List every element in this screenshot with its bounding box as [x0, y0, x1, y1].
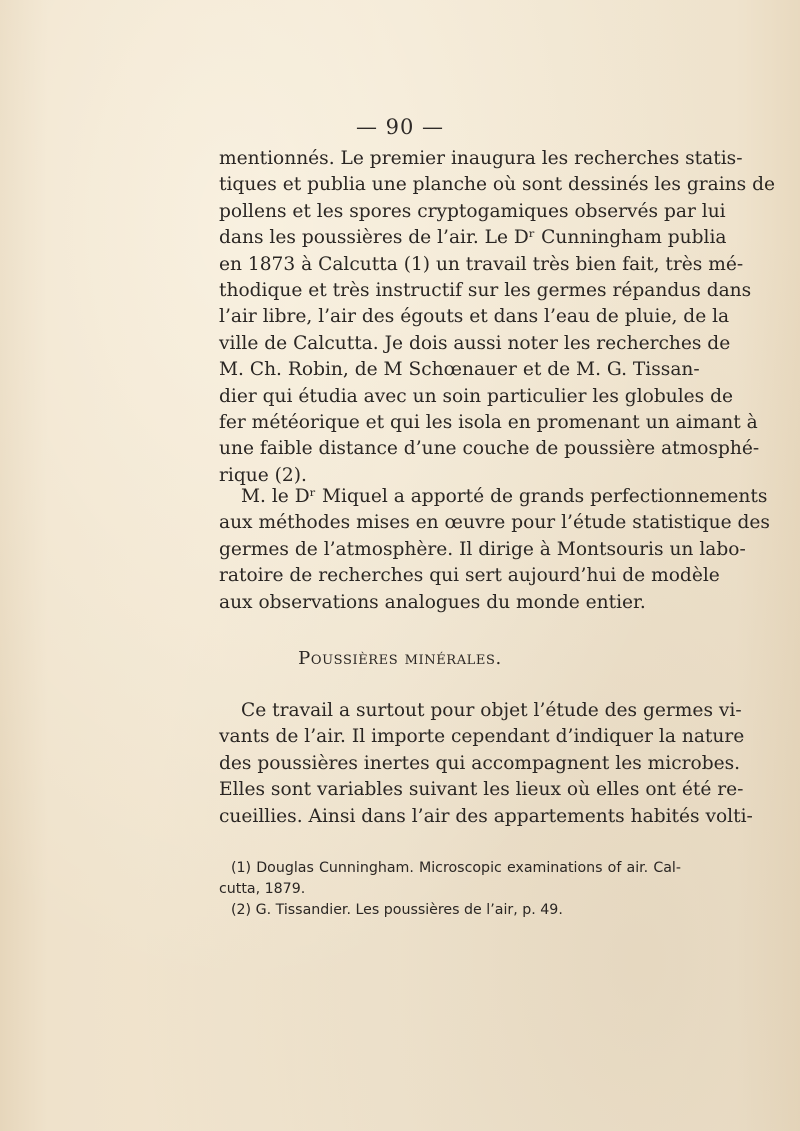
paragraph-1 — [219, 146, 775, 489]
text-line: dans les poussières de l’air. Le Dʳ Cunningham publia — [219, 227, 727, 249]
page-number: — 90 — — [355, 115, 445, 139]
text-line: une faible distance d’une couche de poussière atmosphé- — [219, 438, 760, 460]
text-line: aux observations analogues du monde entier. — [219, 591, 646, 613]
text-line: en 1873 à Calcutta (1) un travail très bien fait, très mé- — [219, 253, 744, 275]
text-line: ville de Calcutta. Je dois aussi noter les recherches de — [219, 332, 731, 354]
text-line: M. le Dʳ Miquel a apporté de grands perfectionnements — [241, 486, 768, 507]
text-line: dier qui étudia avec un soin particulier les globules de — [219, 385, 734, 407]
text-line: l’air libre, l’air des égouts et dans l’eau de pluie, de la — [219, 306, 730, 328]
text-line: tiques et publia une planche où sont dessinés les grains de — [219, 174, 775, 196]
section-heading: Poussières minérales. — [298, 648, 502, 669]
text-line: vants de l’air. Il importe cependant d’indiquer la nature — [219, 726, 745, 748]
text-line: fer météorique et qui les isola en promenant un aimant à — [219, 411, 758, 433]
footnote-1: (1) Douglas Cunningham. Microscopic examinations of air. Cal- — [231, 860, 681, 876]
text-line: mentionnés. Le premier inaugura les recherches statis- — [219, 148, 743, 169]
footnote-1-continuation: cutta, 1879. — [219, 881, 306, 897]
text-line: Ce travail a surtout pour objet l’étude des germes vi- — [241, 700, 742, 721]
text-line: thodique et très instructif sur les germes répandus dans — [219, 279, 752, 301]
text-line: pollens et les spores cryptogamiques observés par lui — [219, 200, 726, 222]
paragraph-2 — [219, 484, 770, 616]
text-line: des poussières inertes qui accompagnent les microbes. — [219, 752, 741, 774]
paragraph-3 — [219, 698, 753, 830]
footnotes — [219, 858, 681, 921]
text-line: M. Ch. Robin, de M Schœnauer et de M. G. Tissan- — [219, 359, 700, 381]
text-line: rique (2). — [219, 464, 307, 486]
text-line: germes de l’atmosphère. Il dirige à Montsouris un labo- — [219, 538, 746, 560]
text-line: cueillies. Ainsi dans l’air des appartements habités volti- — [219, 805, 753, 827]
text-line: ratoire de recherches qui sert aujourd’hui de modèle — [219, 565, 720, 587]
footnote-2: (2) G. Tissandier. Les poussières de l’air, p. 49. — [231, 902, 563, 918]
text-line: aux méthodes mises en œuvre pour l’étude statistique des — [219, 512, 770, 534]
text-line: Elles sont variables suivant les lieux où elles ont été re- — [219, 779, 744, 801]
